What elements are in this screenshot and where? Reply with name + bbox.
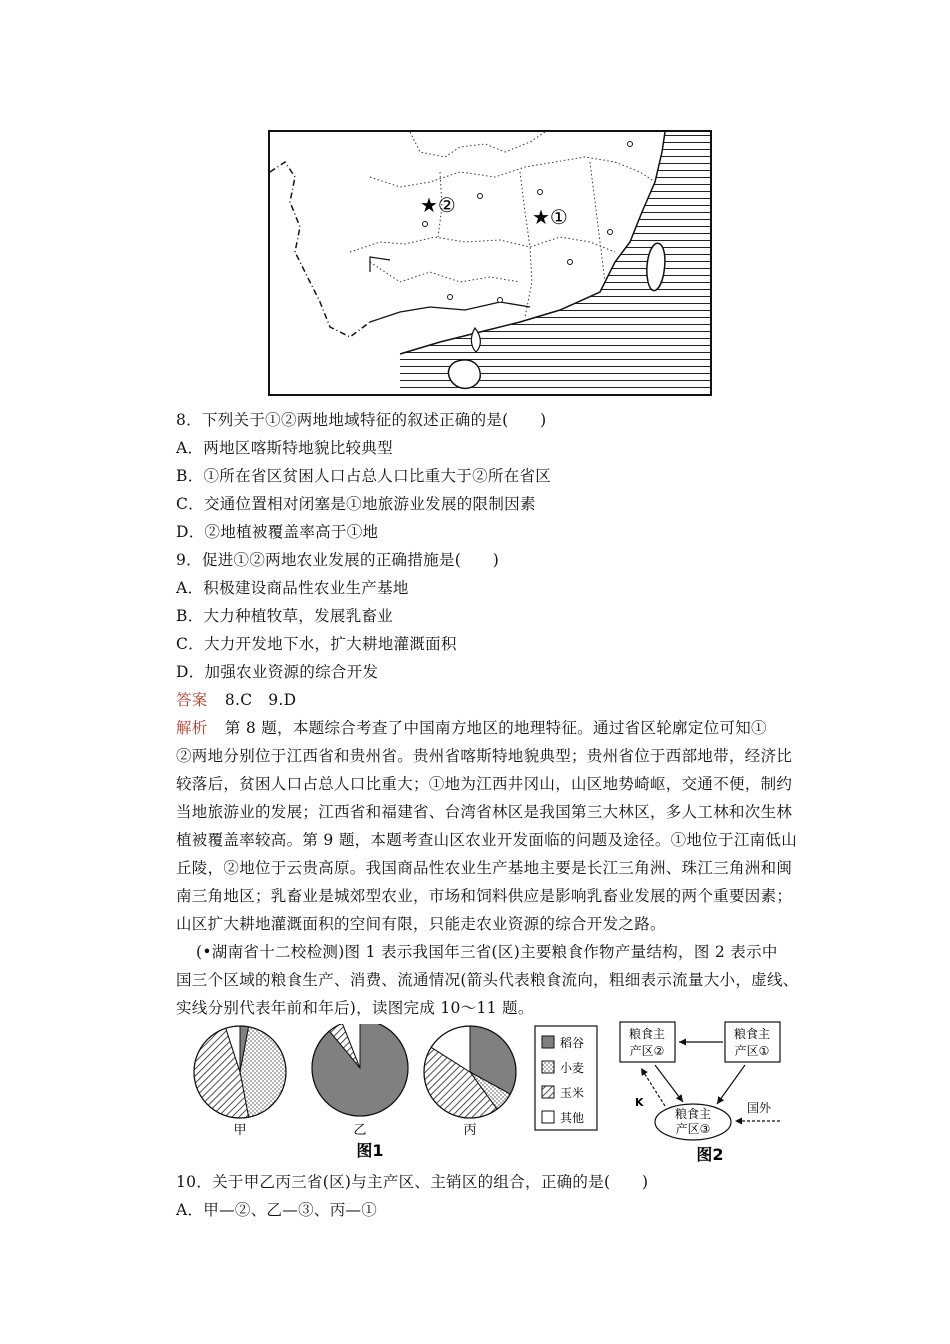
analysis-line-1 xyxy=(176,718,767,738)
legend-swatch-other xyxy=(542,1111,554,1123)
analysis-text-2: ②两地分别位于江西省和贵州省。贵州省喀斯特地貌典型；贵州省位于西部地带，经济比 xyxy=(176,747,793,765)
region-3-line-1: 粮食主 xyxy=(674,1107,712,1121)
q8-option-b: B．①所在省区贫困人口占总人口比重大于②所在省区 xyxy=(176,467,552,485)
arrow-1-to-3 xyxy=(717,1065,745,1104)
region-3-line-2: 产区③ xyxy=(675,1122,711,1136)
q8-option-a: A．两地区喀斯特地貌比较典型 xyxy=(176,439,393,457)
q10-option-a: A．甲—②、乙—③、丙—① xyxy=(176,1201,378,1219)
legend-other: 其他 xyxy=(560,1111,585,1125)
pie-label-jia: 甲 xyxy=(233,1123,247,1138)
pie-label-yi: 乙 xyxy=(353,1123,367,1138)
pie-0-slice-wheat xyxy=(240,1027,286,1117)
answer-label: 答案 xyxy=(176,691,208,709)
hainan-island xyxy=(448,360,480,388)
figure-2 xyxy=(615,1018,790,1166)
q9-stem: 9．促进①②两地农业发展的正确措施是( ) xyxy=(176,551,500,569)
region-2-line-2: 产区② xyxy=(629,1044,665,1058)
legend-wheat: 小麦 xyxy=(560,1061,585,1075)
legend-swatch-rice xyxy=(542,1036,554,1048)
q10-stem: 10．关于甲乙丙三省(区)与主产区、主销区的组合，正确的是( ) xyxy=(176,1173,649,1191)
analysis-label: 解析 xyxy=(176,719,208,737)
south-china-map xyxy=(268,130,712,396)
abroad-label: 国外 xyxy=(747,1101,772,1115)
legend-rice: 稻谷 xyxy=(560,1036,585,1050)
q8-option-c: C．交通位置相对闭塞是①地旅游业发展的限制因素 xyxy=(176,495,536,513)
intro-line-1: (•湖南省十二校检测)图 1 表示我国年三省(区)主要粮食作物产量结构，图 2 表示中 xyxy=(196,943,778,961)
region-2-line-1: 粮食主 xyxy=(628,1027,666,1041)
analysis-text-5: 植被覆盖率较高。第 9 题，本题考查山区农业开发面临的问题及途径。①地位于江南低山 xyxy=(176,831,798,849)
legend-corn: 玉米 xyxy=(560,1086,585,1100)
q9-option-c: C．大力开发地下水，扩大耕地灌溉面积 xyxy=(176,635,457,653)
analysis-text-1: 第 8 题，本题综合考查了中国南方地区的地理特征。通过省区轮廓定位可知① xyxy=(224,719,767,737)
region-1-line-2: 产区① xyxy=(734,1044,770,1058)
q8-stem: 8．下列关于①②两地地域特征的叙述正确的是( ) xyxy=(176,411,547,429)
legend-swatch-wheat xyxy=(542,1061,554,1073)
map-drawing xyxy=(270,132,710,394)
q9-option-a: A．积极建设商品性农业生产基地 xyxy=(176,579,409,597)
analysis-text-7: 南三角地区；乳畜业是城郊型农业，市场和饲料供应是影响乳畜业发展的两个重要因素； xyxy=(176,887,793,905)
analysis-text-4: 当地旅游业的发展；江西省和福建省、台湾省林区是我国第三大林区，多人工林和次生林 xyxy=(176,803,793,821)
answer-line xyxy=(176,690,296,710)
k-label: K xyxy=(635,1096,644,1109)
intro-line-3: 实线分别代表年前和年后)，读图完成 10～11 题。 xyxy=(176,999,534,1017)
figure-1-caption: 图1 xyxy=(356,1141,384,1160)
q8-option-d: D．②地植被覆盖率高于①地 xyxy=(176,523,379,541)
q9-option-b: B．大力种植牧草，发展乳畜业 xyxy=(176,607,394,625)
region-1-line-1: 粮食主 xyxy=(733,1027,771,1041)
q9-option-d: D．加强农业资源的综合开发 xyxy=(176,663,379,681)
figure-1 xyxy=(190,1024,610,1164)
legend-swatch-corn xyxy=(542,1086,554,1098)
analysis-text-8: 山区扩大耕地灌溉面积的空间有限，只能走农业资源的综合开发之路。 xyxy=(176,915,666,933)
analysis-text-3: 较落后，贫困人口占总人口比重大；①地为江西井冈山，山区地势崎岖，交通不便，制约 xyxy=(176,775,793,793)
analysis-text-6: 丘陵，②地位于云贵高原。我国商品性农业生产基地主要是长江三角洲、珠江三角洲和闽 xyxy=(176,859,793,877)
marker-1: ★① xyxy=(532,205,568,229)
answer-text: 8.C 9.D xyxy=(224,691,297,709)
marker-2: ★② xyxy=(420,193,456,217)
intro-line-2: 国三个区域的粮食生产、消费、流通情况(箭头代表粮食流向，粗细表示流量大小，虚线、 xyxy=(176,971,799,989)
pie-label-bing: 丙 xyxy=(463,1123,477,1138)
figure-2-caption: 图2 xyxy=(696,1145,724,1164)
